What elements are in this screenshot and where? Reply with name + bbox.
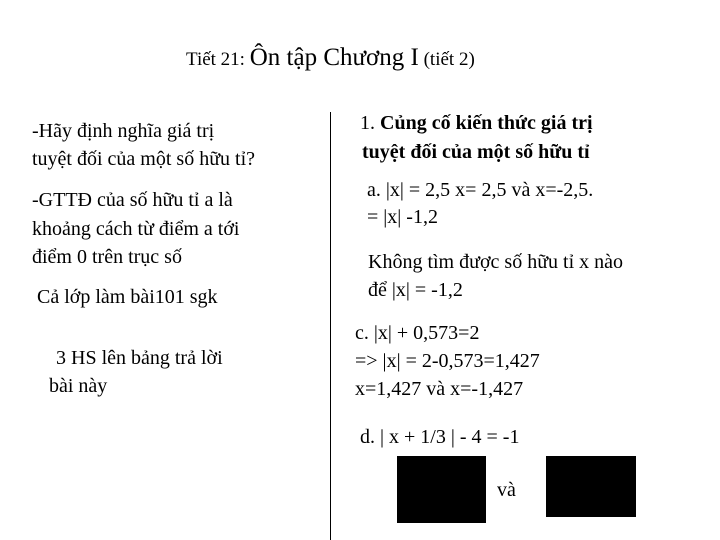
part-c-line-3: x=1,427 và x=-1,427 <box>355 378 524 400</box>
and-text: và <box>497 479 516 501</box>
part-b-line-2: để |x| = -1,2 <box>368 279 463 301</box>
section-heading-text: Củng cố kiến thức giá trị <box>380 112 593 134</box>
question-definition-line-2: tuyệt đối của một số hữu tỉ? <box>32 148 256 170</box>
part-c-line-2: => |x| = 2-0,573=1,427 <box>355 350 540 372</box>
part-b-line-1: Không tìm được số hữu tỉ x nào <box>368 251 624 273</box>
title-suffix: (tiết 2) <box>423 49 475 70</box>
section-heading-number: 1. <box>360 112 375 134</box>
column-divider <box>330 112 331 540</box>
part-a-line-1: a. |x| = 2,5 x= 2,5 và x=-2,5. <box>367 179 594 201</box>
part-c-line-1: c. |x| + 0,573=2 <box>355 322 480 344</box>
title-prefix: Tiết 21: <box>186 49 245 70</box>
hidden-answer-box-right <box>546 456 636 517</box>
answer-definition-line-1: -GTTĐ của số hữu tỉ a là <box>32 189 233 211</box>
students-note-line-2: bài này <box>49 375 108 397</box>
title-main: Ôn tập Chương I <box>249 44 419 71</box>
hidden-answer-box-left <box>397 456 486 523</box>
part-a-line-2: = |x| -1,2 <box>367 206 438 228</box>
section-heading-line-2: tuyệt đối của một số hữu tỉ <box>362 141 590 163</box>
question-definition-line-1: -Hãy định nghĩa giá trị <box>32 120 215 142</box>
exercise-instruction: Cả lớp làm bài101 sgk <box>37 286 218 308</box>
answer-definition-line-3: điểm 0 trên trục số <box>32 246 182 268</box>
section-heading-line-1 <box>360 109 593 138</box>
students-note-line-1: 3 HS lên bảng trả lời <box>56 347 223 369</box>
slide-title <box>186 44 475 72</box>
part-d-equation: d. | x + 1/3 | - 4 = -1 <box>360 426 520 448</box>
answer-definition-line-2: khoảng cách từ điểm a tới <box>32 218 240 240</box>
